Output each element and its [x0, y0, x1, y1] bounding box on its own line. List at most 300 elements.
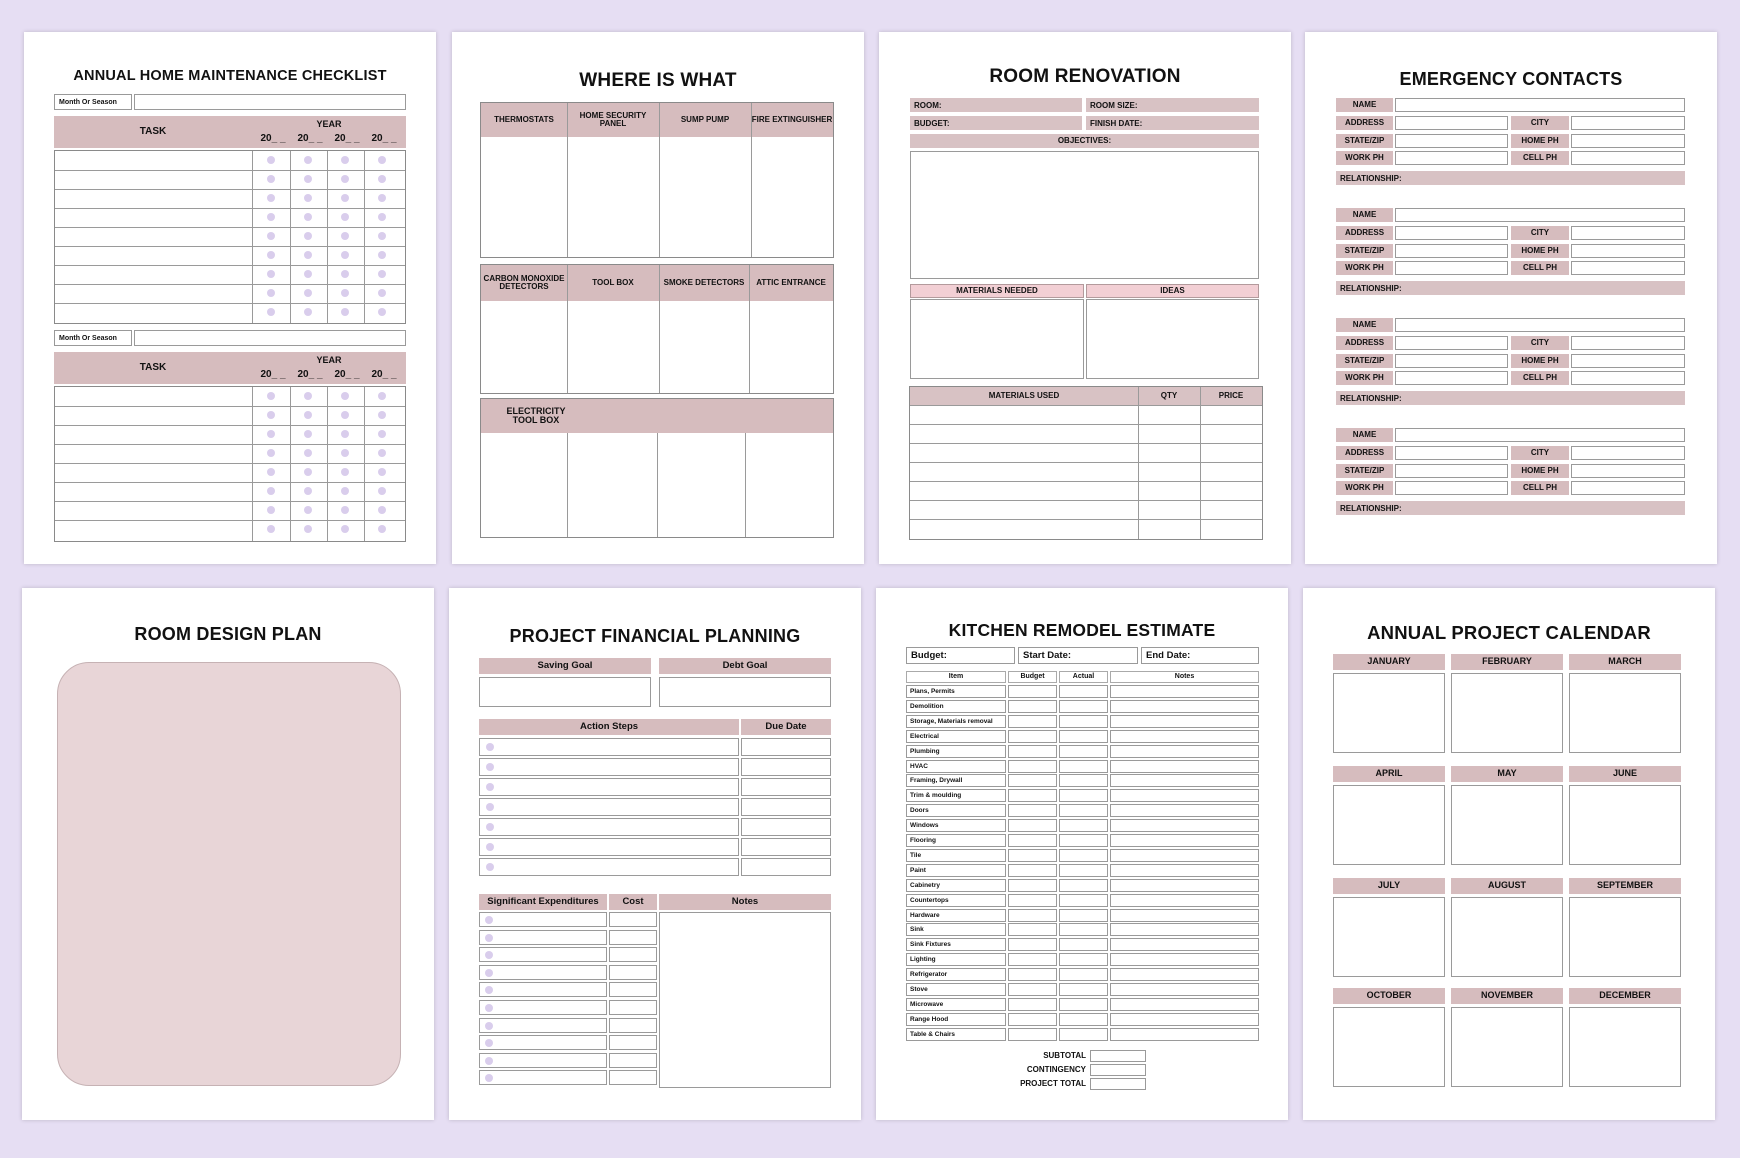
month-box[interactable]	[1569, 785, 1681, 865]
budget-cell[interactable]	[1008, 849, 1057, 862]
address-label: ADDRESS	[1336, 116, 1393, 130]
budget-cell[interactable]	[1008, 864, 1057, 877]
checkbox-dot[interactable]	[341, 411, 349, 419]
subtotal-field[interactable]	[1090, 1050, 1146, 1062]
emergency-contacts-page	[1305, 32, 1717, 564]
month-box[interactable]	[1333, 897, 1445, 977]
month-season-label-2: Month Or Season	[54, 330, 132, 346]
home-ph-field[interactable]	[1571, 134, 1685, 148]
checkbox-dot[interactable]	[341, 213, 349, 221]
month-header-march: MARCH	[1569, 654, 1681, 670]
actual-cell[interactable]	[1059, 998, 1108, 1011]
work-ph-label: WORK PH	[1336, 151, 1393, 165]
state-zip-field[interactable]	[1395, 354, 1508, 368]
bullet-dot	[485, 934, 493, 942]
address-field[interactable]	[1395, 446, 1508, 460]
checkbox-dot[interactable]	[378, 270, 386, 278]
budget-cell[interactable]	[1008, 789, 1057, 802]
checkbox-dot[interactable]	[267, 487, 275, 495]
design-canvas[interactable]	[57, 662, 401, 1086]
kitchen-item-label: Table & Chairs	[906, 1028, 1006, 1041]
debt-goal-field[interactable]	[659, 677, 831, 707]
actual-cell[interactable]	[1059, 700, 1108, 713]
actual-cell[interactable]	[1059, 774, 1108, 787]
month-box[interactable]	[1451, 673, 1563, 753]
ideas-box[interactable]	[1086, 299, 1259, 379]
city-field[interactable]	[1571, 116, 1685, 130]
saving-goal-field[interactable]	[479, 677, 651, 707]
budget-cell[interactable]	[1008, 700, 1057, 713]
notes-cell[interactable]	[1110, 953, 1259, 966]
checkbox-dot[interactable]	[267, 506, 275, 514]
budget-cell[interactable]	[1008, 1013, 1057, 1026]
bullet-dot	[485, 1039, 493, 1047]
actual-cell[interactable]	[1059, 1028, 1108, 1041]
cost-field[interactable]	[609, 982, 657, 997]
city-field[interactable]	[1571, 226, 1685, 240]
address-field[interactable]	[1395, 336, 1508, 350]
notes-cell[interactable]	[1110, 700, 1259, 713]
end-date-field[interactable]: End Date:	[1141, 647, 1259, 664]
notes-cell[interactable]	[1110, 789, 1259, 802]
year-col-1: 20_ _	[260, 368, 286, 380]
name-field[interactable]	[1395, 98, 1685, 112]
action-step-row[interactable]	[479, 758, 739, 776]
checkbox-dot[interactable]	[304, 232, 312, 240]
state-zip-field[interactable]	[1395, 244, 1508, 258]
checkbox-dot[interactable]	[341, 449, 349, 457]
notes-cell[interactable]	[1110, 923, 1259, 936]
notes-box[interactable]	[659, 912, 831, 1088]
actual-cell[interactable]	[1059, 938, 1108, 951]
actual-cell[interactable]	[1059, 685, 1108, 698]
state-zip-label: STATE/ZIP	[1336, 134, 1393, 148]
actual-cell[interactable]	[1059, 879, 1108, 892]
name-field[interactable]	[1395, 208, 1685, 222]
notes-cell[interactable]	[1110, 864, 1259, 877]
notes-cell[interactable]	[1110, 834, 1259, 847]
month-box[interactable]	[1333, 1007, 1445, 1087]
notes-cell[interactable]	[1110, 1013, 1259, 1026]
kitchen-item-label: Windows	[906, 819, 1006, 832]
work-ph-field[interactable]	[1395, 261, 1508, 275]
kitchen-item-label: Stove	[906, 983, 1006, 996]
checkbox-dot[interactable]	[378, 308, 386, 316]
task-year-header-2	[54, 352, 406, 384]
action-step-row[interactable]	[479, 838, 739, 856]
budget-cell[interactable]	[1008, 1028, 1057, 1041]
checkbox-dot[interactable]	[378, 430, 386, 438]
checkbox-dot[interactable]	[267, 270, 275, 278]
month-header-june: JUNE	[1569, 766, 1681, 782]
kitchen-item-label: Doors	[906, 804, 1006, 817]
notes-cell[interactable]	[1110, 998, 1259, 1011]
checkbox-dot[interactable]	[378, 392, 386, 400]
checkbox-dot[interactable]	[304, 506, 312, 514]
checkbox-dot[interactable]	[341, 487, 349, 495]
notes-cell[interactable]	[1110, 760, 1259, 773]
checkbox-dot[interactable]	[267, 289, 275, 297]
checkbox-dot[interactable]	[304, 468, 312, 476]
actual-cell[interactable]	[1059, 953, 1108, 966]
month-box[interactable]	[1569, 897, 1681, 977]
month-box[interactable]	[1451, 785, 1563, 865]
budget-cell[interactable]	[1008, 745, 1057, 758]
kitchen-remodel-page	[876, 588, 1288, 1120]
checkbox-dot[interactable]	[378, 487, 386, 495]
checkbox-dot[interactable]	[304, 156, 312, 164]
due-date-field[interactable]	[741, 798, 831, 816]
page-title: PROJECT FINANCIAL PLANNING	[509, 626, 801, 646]
checkbox-dot[interactable]	[304, 213, 312, 221]
budget-cell[interactable]	[1008, 730, 1057, 743]
cell-ph-field[interactable]	[1571, 151, 1685, 165]
checkbox-dot[interactable]	[304, 449, 312, 457]
checkbox-dot[interactable]	[304, 175, 312, 183]
home-ph-field[interactable]	[1571, 464, 1685, 478]
checkbox-dot[interactable]	[267, 213, 275, 221]
expenditure-row[interactable]	[479, 965, 607, 980]
actual-cell[interactable]	[1059, 1013, 1108, 1026]
checkbox-dot[interactable]	[304, 525, 312, 533]
expenditure-row[interactable]	[479, 912, 607, 927]
notes-cell[interactable]	[1110, 849, 1259, 862]
finish-date-label[interactable]: FINISH DATE:	[1086, 116, 1259, 130]
checkbox-dot[interactable]	[378, 213, 386, 221]
security-panel-header: HOME SECURITY PANEL	[579, 110, 647, 128]
objectives-box[interactable]	[910, 151, 1259, 279]
cost-field[interactable]	[609, 947, 657, 962]
checkbox-dot[interactable]	[267, 156, 275, 164]
month-season-field-2[interactable]	[134, 330, 406, 346]
checkbox-dot[interactable]	[378, 411, 386, 419]
checkbox-dot[interactable]	[341, 308, 349, 316]
checkbox-dot[interactable]	[341, 175, 349, 183]
notes-cell[interactable]	[1110, 730, 1259, 743]
checkbox-dot[interactable]	[378, 175, 386, 183]
city-field[interactable]	[1571, 336, 1685, 350]
due-date-field[interactable]	[741, 818, 831, 836]
notes-cell[interactable]	[1110, 879, 1259, 892]
checkbox-dot[interactable]	[341, 468, 349, 476]
budget-cell[interactable]	[1008, 834, 1057, 847]
checkbox-dot[interactable]	[267, 251, 275, 259]
due-date-field[interactable]	[741, 838, 831, 856]
fire-extinguisher-header: FIRE EXTINGUISHER	[751, 114, 833, 124]
checkbox-dot[interactable]	[304, 194, 312, 202]
home-ph-field[interactable]	[1571, 244, 1685, 258]
name-field[interactable]	[1395, 428, 1685, 442]
checkbox-dot[interactable]	[378, 194, 386, 202]
city-field[interactable]	[1571, 446, 1685, 460]
month-box[interactable]	[1333, 673, 1445, 753]
budget-cell[interactable]	[1008, 819, 1057, 832]
year-col-3: 20_ _	[334, 132, 360, 144]
kitchen-item-label: Tile	[906, 849, 1006, 862]
actual-cell[interactable]	[1059, 983, 1108, 996]
notes-cell[interactable]	[1110, 685, 1259, 698]
year-header: YEAR	[316, 355, 342, 366]
month-box[interactable]	[1333, 785, 1445, 865]
cost-field[interactable]	[609, 965, 657, 980]
where-row-1	[480, 102, 834, 258]
bullet-dot	[485, 916, 493, 924]
maintenance-checklist-page	[24, 32, 436, 564]
cost-field[interactable]	[609, 1035, 657, 1050]
checkbox-dot[interactable]	[378, 156, 386, 164]
due-date-field[interactable]	[741, 738, 831, 756]
bullet-dot	[485, 1057, 493, 1065]
actual-cell[interactable]	[1059, 819, 1108, 832]
materials-used-header: MATERIALS USED	[988, 390, 1060, 400]
notes-cell[interactable]	[1110, 819, 1259, 832]
kitchen-item-label: Electrical	[906, 730, 1006, 743]
work-ph-label: WORK PH	[1336, 261, 1393, 275]
budget-cell[interactable]	[1008, 953, 1057, 966]
cost-field[interactable]	[609, 930, 657, 945]
thermostats-header: THERMOSTATS	[494, 114, 554, 124]
checkbox-dot[interactable]	[378, 506, 386, 514]
kitchen-item-label: Sink Fixtures	[906, 938, 1006, 951]
actual-cell[interactable]	[1059, 923, 1108, 936]
task-year-header	[54, 116, 406, 148]
checklist-grid-2[interactable]	[54, 386, 406, 542]
checkbox-dot[interactable]	[341, 525, 349, 533]
budget-cell[interactable]	[1008, 909, 1057, 922]
checkbox-dot[interactable]	[341, 270, 349, 278]
action-step-row[interactable]	[479, 798, 739, 816]
cost-field[interactable]	[609, 1000, 657, 1015]
address-label: ADDRESS	[1336, 226, 1393, 240]
month-header-december: DECEMBER	[1569, 988, 1681, 1004]
checklist-grid-1[interactable]	[54, 150, 406, 324]
notes-cell[interactable]	[1110, 774, 1259, 787]
price-header: PRICE	[1218, 390, 1244, 400]
checkbox-dot[interactable]	[304, 251, 312, 259]
cell-ph-field[interactable]	[1571, 371, 1685, 385]
checkbox-dot[interactable]	[378, 251, 386, 259]
checkbox-dot[interactable]	[304, 270, 312, 278]
expenditure-row[interactable]	[479, 1018, 607, 1033]
action-step-row[interactable]	[479, 778, 739, 796]
state-zip-field[interactable]	[1395, 134, 1508, 148]
expenditure-row[interactable]	[479, 1053, 607, 1068]
budget-cell[interactable]	[1008, 760, 1057, 773]
month-box[interactable]	[1451, 897, 1563, 977]
month-season-field[interactable]	[134, 94, 406, 110]
relationship-field[interactable]: RELATIONSHIP:	[1336, 501, 1685, 515]
work-ph-field[interactable]	[1395, 371, 1508, 385]
checkbox-dot[interactable]	[267, 308, 275, 316]
room-label[interactable]: ROOM:	[910, 98, 1082, 112]
notes-cell[interactable]	[1110, 1028, 1259, 1041]
action-step-row[interactable]	[479, 858, 739, 876]
materials-needed-box[interactable]	[910, 299, 1084, 379]
notes-cell[interactable]	[1110, 983, 1259, 996]
home-ph-field[interactable]	[1571, 354, 1685, 368]
actual-cell[interactable]	[1059, 849, 1108, 862]
checkbox-dot[interactable]	[378, 468, 386, 476]
expenditure-row[interactable]	[479, 930, 607, 945]
work-ph-field[interactable]	[1395, 151, 1508, 165]
cell-ph-field[interactable]	[1571, 481, 1685, 495]
notes-cell[interactable]	[1110, 968, 1259, 981]
month-box[interactable]	[1569, 1007, 1681, 1087]
checkbox-dot[interactable]	[378, 289, 386, 297]
checkbox-dot[interactable]	[378, 525, 386, 533]
bullet-dot	[486, 783, 494, 791]
budget-cell[interactable]	[1008, 983, 1057, 996]
budget-cell[interactable]	[1008, 715, 1057, 728]
expenditure-row[interactable]	[479, 1070, 607, 1085]
budget-cell[interactable]	[1008, 685, 1057, 698]
name-label: NAME	[1336, 98, 1393, 112]
actual-cell[interactable]	[1059, 730, 1108, 743]
kitchen-item-label: Lighting	[906, 953, 1006, 966]
checkbox-dot[interactable]	[267, 392, 275, 400]
notes-cell[interactable]	[1110, 894, 1259, 907]
checkbox-dot[interactable]	[267, 525, 275, 533]
checkbox-dot[interactable]	[304, 411, 312, 419]
budget-cell[interactable]	[1008, 938, 1057, 951]
state-zip-label: STATE/ZIP	[1336, 354, 1393, 368]
cost-header: Cost	[609, 894, 657, 910]
work-ph-field[interactable]	[1395, 481, 1508, 495]
checkbox-dot[interactable]	[341, 289, 349, 297]
due-date-field[interactable]	[741, 858, 831, 876]
project-total-field[interactable]	[1090, 1078, 1146, 1090]
checkbox-dot[interactable]	[341, 156, 349, 164]
address-field[interactable]	[1395, 116, 1508, 130]
checkbox-dot[interactable]	[341, 506, 349, 514]
state-zip-field[interactable]	[1395, 464, 1508, 478]
actual-cell[interactable]	[1059, 864, 1108, 877]
actual-cell[interactable]	[1059, 909, 1108, 922]
actual-cell[interactable]	[1059, 894, 1108, 907]
page-title: EMERGENCY CONTACTS	[1399, 69, 1623, 89]
cost-field[interactable]	[609, 1070, 657, 1085]
cost-field[interactable]	[609, 1018, 657, 1033]
notes-cell[interactable]	[1110, 715, 1259, 728]
relationship-field[interactable]: RELATIONSHIP:	[1336, 171, 1685, 185]
budget-cell[interactable]	[1008, 774, 1057, 787]
checkbox-dot[interactable]	[378, 232, 386, 240]
actual-cell[interactable]	[1059, 834, 1108, 847]
home-ph-label: HOME PH	[1511, 464, 1569, 478]
home-ph-label: HOME PH	[1511, 354, 1569, 368]
actual-col-header: Actual	[1059, 671, 1108, 683]
actual-cell[interactable]	[1059, 968, 1108, 981]
checkbox-dot[interactable]	[267, 175, 275, 183]
actual-cell[interactable]	[1059, 745, 1108, 758]
item-col-header: Item	[906, 671, 1006, 683]
month-header-october: OCTOBER	[1333, 988, 1445, 1004]
checkbox-dot[interactable]	[304, 430, 312, 438]
expenditure-row[interactable]	[479, 947, 607, 962]
budget-cell[interactable]	[1008, 879, 1057, 892]
actual-cell[interactable]	[1059, 760, 1108, 773]
actual-cell[interactable]	[1059, 789, 1108, 802]
name-field[interactable]	[1395, 318, 1685, 332]
budget-cell[interactable]	[1008, 968, 1057, 981]
relationship-field[interactable]: RELATIONSHIP:	[1336, 281, 1685, 295]
materials-used-table[interactable]	[909, 386, 1263, 540]
qty-header: QTY	[1160, 390, 1178, 400]
city-label: CITY	[1511, 116, 1569, 130]
budget-cell[interactable]	[1008, 804, 1057, 817]
cell-ph-field[interactable]	[1571, 261, 1685, 275]
notes-cell[interactable]	[1110, 909, 1259, 922]
checkbox-dot[interactable]	[378, 449, 386, 457]
budget-cell[interactable]	[1008, 894, 1057, 907]
checkbox-dot[interactable]	[304, 308, 312, 316]
expenditure-row[interactable]	[479, 982, 607, 997]
checkbox-dot[interactable]	[341, 232, 349, 240]
home-ph-label: HOME PH	[1511, 134, 1569, 148]
checkbox-dot[interactable]	[341, 251, 349, 259]
checkbox-dot[interactable]	[341, 392, 349, 400]
contingency-field[interactable]	[1090, 1064, 1146, 1076]
expenditure-row[interactable]	[479, 1000, 607, 1015]
relationship-field[interactable]: RELATIONSHIP:	[1336, 391, 1685, 405]
expenditure-row[interactable]	[479, 1035, 607, 1050]
checkbox-dot[interactable]	[341, 430, 349, 438]
checkbox-dot[interactable]	[304, 289, 312, 297]
bullet-dot	[486, 743, 494, 751]
checkbox-dot[interactable]	[304, 487, 312, 495]
checkbox-dot[interactable]	[267, 449, 275, 457]
month-box[interactable]	[1451, 1007, 1563, 1087]
checkbox-dot[interactable]	[267, 468, 275, 476]
bullet-dot	[485, 1022, 493, 1030]
cost-field[interactable]	[609, 1053, 657, 1068]
checkbox-dot[interactable]	[267, 194, 275, 202]
year-col-2: 20_ _	[297, 132, 323, 144]
actual-cell[interactable]	[1059, 804, 1108, 817]
budget-label[interactable]: BUDGET:	[910, 116, 1082, 130]
notes-cell[interactable]	[1110, 804, 1259, 817]
address-field[interactable]	[1395, 226, 1508, 240]
due-date-field[interactable]	[741, 778, 831, 796]
checkbox-dot[interactable]	[341, 194, 349, 202]
budget-field[interactable]: Budget:	[906, 647, 1015, 664]
address-label: ADDRESS	[1336, 336, 1393, 350]
due-date-field[interactable]	[741, 758, 831, 776]
checkbox-dot[interactable]	[304, 392, 312, 400]
checkbox-dot[interactable]	[267, 411, 275, 419]
checkbox-dot[interactable]	[267, 430, 275, 438]
cost-field[interactable]	[609, 912, 657, 927]
actual-cell[interactable]	[1059, 715, 1108, 728]
budget-cell[interactable]	[1008, 923, 1057, 936]
notes-cell[interactable]	[1110, 938, 1259, 951]
checkbox-dot[interactable]	[267, 232, 275, 240]
notes-cell[interactable]	[1110, 745, 1259, 758]
action-step-row[interactable]	[479, 738, 739, 756]
cell-ph-label: CELL PH	[1511, 151, 1569, 165]
kitchen-item-label: Cabinetry	[906, 879, 1006, 892]
state-zip-label: STATE/ZIP	[1336, 244, 1393, 258]
start-date-field[interactable]: Start Date:	[1018, 647, 1138, 664]
ideas-header: IDEAS	[1086, 284, 1259, 298]
budget-cell[interactable]	[1008, 998, 1057, 1011]
attic-entrance-header: ATTIC ENTRANCE	[756, 277, 826, 287]
month-box[interactable]	[1569, 673, 1681, 753]
cell-ph-label: CELL PH	[1511, 481, 1569, 495]
work-ph-label: WORK PH	[1336, 371, 1393, 385]
action-step-row[interactable]	[479, 818, 739, 836]
room-size-label[interactable]: ROOM SIZE:	[1086, 98, 1259, 112]
